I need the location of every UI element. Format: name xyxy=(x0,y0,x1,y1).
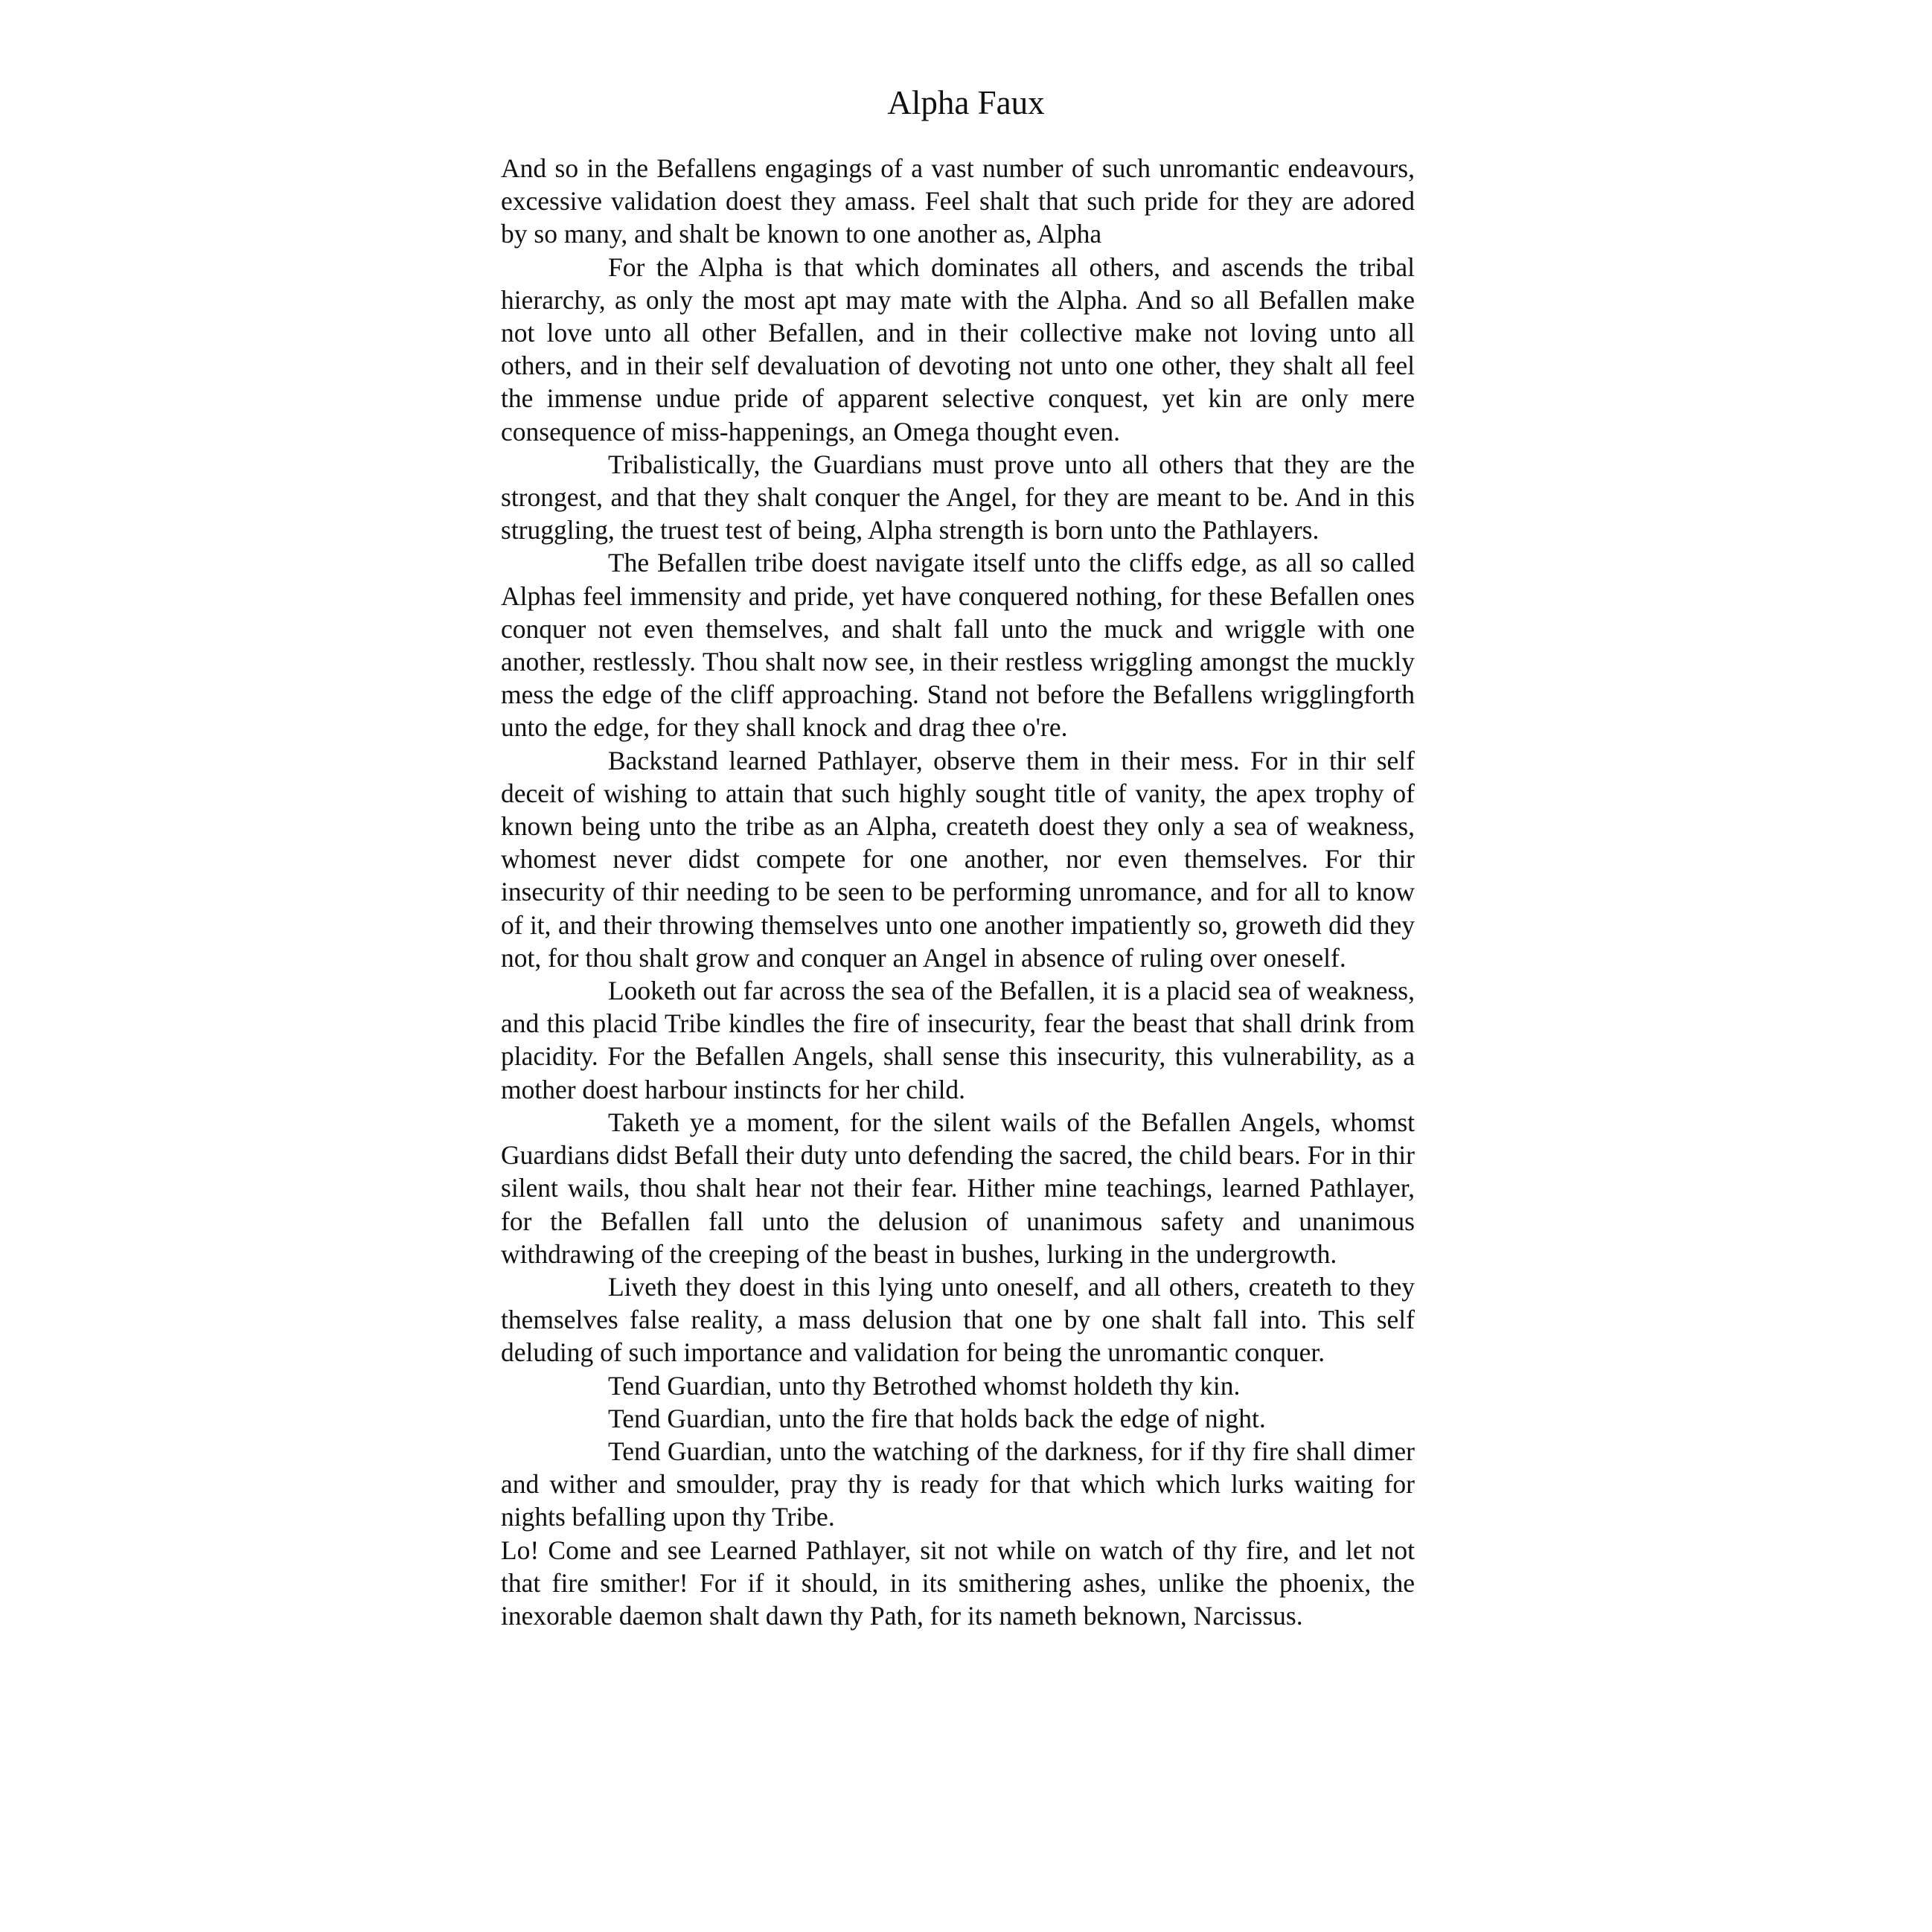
document-title: Alpha Faux xyxy=(887,84,1045,121)
paragraph: Tribalistically, the Guardians must prove unto all others that they are the strongest, and that they shalt conquer the Angel, for they are meant to be. And in this struggling, the truest test of being, Alpha strength is born unto the Pathlayers. xyxy=(501,449,1415,546)
paragraph: Liveth they doest in this lying unto oneself, and all others, createth to they themselves false reality, a mass delusion that one by one shalt fall into. This self deluding of such importance and validation for being the unromantic conquer. xyxy=(501,1271,1415,1368)
document-body xyxy=(501,152,1415,1632)
paragraph: The Befallen tribe doest navigate itself unto the cliffs edge, as all so called Alphas feel immensity and pride, yet have conquered nothing, for these Befallen ones conquer not even themselves, and shalt fall unto the muck and wriggle with one another, restlessly. Thou shalt now see, in their restless wriggling amongst the muckly mess the edge of the cliff approaching. Stand not before the Befallens wrigglingforth unto the edge, for they shall knock and drag thee o're. xyxy=(501,548,1415,743)
paragraph: Taketh ye a moment, for the silent wails of the Befallen Angels, whomst Guardians didst Befall their duty unto defending the sacred, the child bears. For in thir silent wails, thou shalt hear not their fear. Hither mine teachings, learned Pathlayer, for the Befallen fall unto the delusion of unanimous safety and unanimous withdrawing of the creeping of the beast in bushes, lurking in the undergrowth. xyxy=(501,1107,1415,1269)
paragraph: Tend Guardian, unto the watching of the darkness, for if thy fire shall dimer and wither and smoulder, pray thy is ready for that which which lurks waiting for nights befalling upon thy Tribe. xyxy=(501,1436,1415,1532)
paragraph: Lo! Come and see Learned Pathlayer, sit not while on watch of thy fire, and let not that fire smither! For if it should, in its smithering ashes, unlike the phoenix, the inexorable daemon shalt dawn thy Path, for its nameth beknown, Narcissus. xyxy=(501,1535,1415,1631)
paragraph: Tend Guardian, unto thy Betrothed whomst holdeth thy kin. xyxy=(608,1370,1241,1401)
paragraph: Looketh out far across the sea of the Befallen, it is a placid sea of weakness, and this placid Tribe kindles the fire of insecurity, fear the beast that shall drink from placidity. For the Befallen Angels, shall sense this insecurity, this vulnerability, as a mother doest harbour instincts for her child. xyxy=(501,976,1415,1104)
paragraph: Tend Guardian, unto the fire that holds back the edge of night. xyxy=(608,1403,1266,1433)
paragraph: Backstand learned Pathlayer, observe them in their mess. For in thir self deceit of wishing to attain that such highly sought title of vanity, the apex trophy of known being unto the tribe as an Alpha, createth doest they only a sea of weakness, whomest never didst compete for one another, nor even themselves. For thir insecurity of thir needing to be seen to be performing unromance, and for all to know of it, and their throwing themselves unto one another impatiently so, groweth did they not, for thou shalt grow and conquer an Angel in absence of ruling over oneself. xyxy=(501,745,1415,973)
paragraph: For the Alpha is that which dominates all others, and ascends the tribal hierarchy, as only the most apt may mate with the Alpha. And so all Befallen make not love unto all other Befallen, and in their collective make not loving unto all others, and in their self devaluation of devoting not unto one other, they shalt all feel the immense undue pride of apparent selective conquest, yet kin are only mere consequence of miss-happenings, an Omega thought even. xyxy=(501,252,1415,447)
paragraph: And so in the Befallens engagings of a vast number of such unromantic endeavours, excessive validation doest they amass. Feel shalt that such pride for they are adored by so many, and shalt be known to one another as, Alpha xyxy=(501,153,1415,249)
